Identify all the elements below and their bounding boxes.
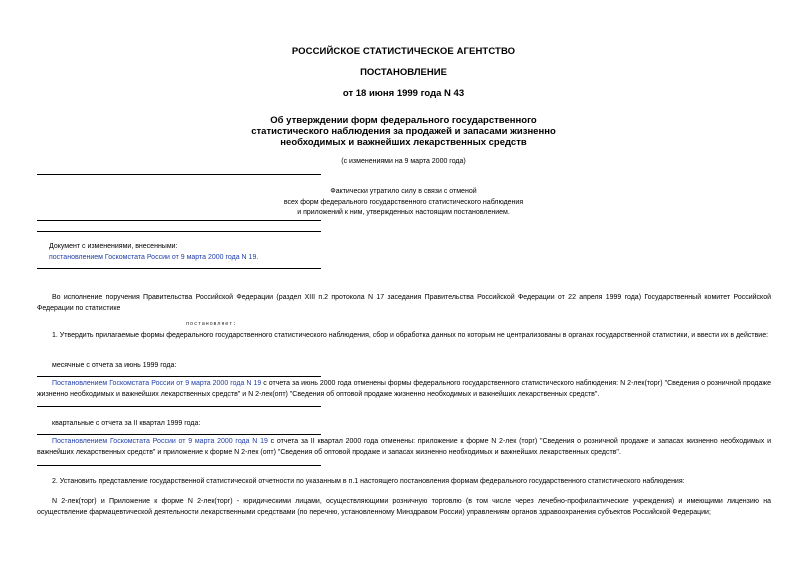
quarterly-amendment-text: с отчета за II квартал 2000 года отменены: приложение к форме N 2-лек (торг) "Сведения о розничной продаже и запасах жизненно необходимых и важнейших лекарственных средств" и приложение к форме N 2-лек (опт) "Сведения об оптовой продаже и запасах жизненно необходимых и важнейших лекарственных средств". (37, 438, 771, 456)
doc-changes-link[interactable]: постановлением Госкомстата России от 9 марта 2000 года N 19. (49, 254, 259, 261)
divider (37, 406, 321, 407)
doc-changes-link-wrap (49, 254, 258, 261)
item-1: 1. Утвердить прилагаемые формы федерального государственного статистического наблюдения, сбор и обработка данных по которым не централизованы в органах государственной статистики, и ввести их в действие: (52, 332, 769, 339)
item-2-text: N 2-лек(торг) и Приложение к форме N 2-лек(торг) - юридическими лицами, осуществляющими розничную торговлю (в том числе через лечебно-профилактические учреждения) и имеющими лицензию на осуществление фармацевтической деятельности лекарственными средствами (по перечню, установленному Минздравом России) управлениям органов здравоохранения субъектов Российской Федерации; (37, 498, 771, 516)
expired-line-2: всех форм федерального государственного статистического наблюдения (283, 198, 524, 206)
divider (37, 231, 321, 232)
item-2: 2. Установить представление государственной статистической отчетности по указанным в п.1 настоящего постановления формам федерального государственного статистического наблюдения: (52, 478, 685, 485)
monthly-amendment-text: с отчета за июнь 2000 года отменены формы федерального государственного статистического наблюдения: N 2-лек(торг) "Сведения о розничной продаже жизненно необходимых и важнейших лекарственных средств" и N 2-лек(опт) "Сведения об оптовой продаже жизненно необходимых и важнейших лекарственных средств". (37, 380, 771, 398)
expired-line-3: и приложений к ним, утвержденных настоящим постановлением. (297, 209, 510, 216)
document-title (0, 115, 807, 148)
quarterly-amendment-link[interactable]: Постановлением Госкомстата России от 9 марта 2000 года N 19 (52, 438, 268, 445)
divider (37, 465, 321, 466)
decree-stamp: постановляет: (186, 321, 237, 327)
divider (37, 268, 321, 269)
divider (37, 376, 321, 377)
doc-type-heading: ПОСТАНОВЛЕНИЕ (360, 67, 447, 78)
quarterly-label: квартальные с отчета за II квартал 1999 года: (52, 420, 201, 427)
date-number-heading: от 18 июня 1999 года N 43 (342, 88, 465, 99)
expired-line-1: Фактически утратило силу в связи с отменой (330, 188, 477, 195)
divider (37, 220, 321, 221)
preamble: Во исполнение поручения Правительства Российской Федерации (раздел XIII п.2 протокола N 17 заседания Правительства Российской Федерации от 22 апреля 1999 года) Государственный комитет Российской Федерации по статистике (37, 294, 771, 312)
expired-note (200, 187, 607, 219)
divider (37, 174, 321, 175)
monthly-label: месячные с отчета за июнь 1999 года: (52, 362, 177, 369)
quarterly-amendment (37, 437, 771, 458)
divider (37, 434, 321, 435)
monthly-amendment-link[interactable]: Постановлением Госкомстата России от 9 марта 2000 года N 19 (52, 380, 262, 387)
agency-heading: РОССИЙСКОЕ СТАТИСТИЧЕСКОЕ АГЕНТСТВО (291, 46, 516, 57)
title-line-2: статистического наблюдения за продажей и запасами жизненно (251, 126, 556, 137)
title-line-1: Об утверждении форм федерального государственного (270, 115, 537, 126)
title-line-3: необходимых и важнейших лекарственных средств (280, 137, 527, 148)
monthly-amendment (37, 379, 771, 400)
doc-changes-label: Документ с изменениями, внесенными: (49, 243, 178, 250)
changes-note: (с изменениями на 9 марта 2000 года) (341, 158, 466, 165)
